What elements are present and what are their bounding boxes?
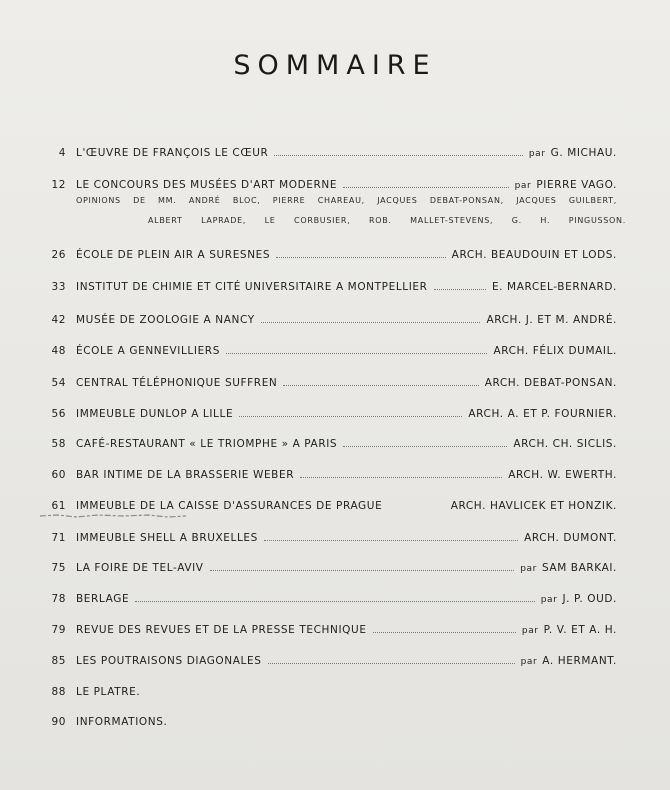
- page-number: 54: [51, 377, 66, 389]
- author-prefix: par: [514, 181, 532, 191]
- entry-title: CAFÉ-RESTAURANT « LE TRIOMPHE » A PARIS: [76, 438, 338, 450]
- toc-entry: [40, 587, 617, 605]
- ink-smudge: [38, 513, 188, 519]
- page-number: 56: [51, 408, 66, 420]
- page-number: 12: [51, 179, 66, 191]
- entry-author: [508, 469, 617, 481]
- entry-title: INSTITUT DE CHIMIE ET CITÉ UNIVERSITAIRE A MONTPELLIER: [76, 281, 428, 293]
- page-number: 60: [51, 469, 66, 481]
- toc-entry: [40, 308, 617, 326]
- author-name: ARCH. W. EWERTH.: [508, 469, 617, 481]
- dot-leader: [210, 570, 515, 571]
- entry-title: IMMEUBLE SHELL A BRUXELLES: [76, 532, 258, 544]
- entry-title: LE CONCOURS DES MUSÉES D'ART MODERNE: [76, 179, 338, 191]
- toc-entry: [40, 494, 617, 512]
- author-prefix: par: [520, 657, 538, 667]
- dot-leader: [276, 257, 446, 258]
- toc-entry: [40, 710, 617, 728]
- entry-title: LE PLATRE.: [76, 686, 141, 698]
- entry-author: [529, 147, 617, 159]
- entry-author: [485, 377, 617, 389]
- entry-title: INFORMATIONS.: [76, 716, 168, 728]
- author-prefix: par: [521, 626, 539, 636]
- toc-entry: [40, 141, 617, 159]
- entry-title: ÉCOLE DE PLEIN AIR A SURESNES: [76, 249, 271, 261]
- author-name: ARCH. DUMONT.: [524, 532, 617, 544]
- dot-leader: [226, 353, 488, 354]
- entry-author: [513, 438, 617, 450]
- page-number: 58: [51, 438, 66, 450]
- page-title: SOMMAIRE: [233, 50, 437, 81]
- author-prefix: par: [528, 149, 546, 159]
- toc-entry: [40, 432, 617, 450]
- dot-leader: [300, 477, 502, 478]
- entry-author: [451, 500, 617, 512]
- entry-title: LES POUTRAISONS DIAGONALES: [76, 655, 262, 667]
- entry-title: BAR INTIME DE LA BRASSERIE WEBER: [76, 469, 295, 481]
- page-number: 88: [51, 686, 66, 698]
- entry-title: MUSÉE DE ZOOLOGIE A NANCY: [76, 314, 255, 326]
- entry-author: [486, 314, 617, 326]
- entry-author: [522, 624, 617, 636]
- entry-subtitle-line: ALBERT LAPRADE, LE CORBUSIER, ROB. MALLET-STEVENS, G. H. PINGUSSON.: [148, 216, 626, 225]
- entry-subtitle-line: OPINIONS DE MM. ANDRÉ BLOC, PIERRE CHAREAU, JACQUES DEBAT-PONSAN, JACQUES GUILBERT,: [76, 196, 617, 205]
- author-name: J. P. OUD.: [562, 593, 617, 605]
- author-name: SAM BARKAI.: [541, 562, 617, 574]
- dot-leader: [343, 187, 508, 188]
- toc-entry: [40, 618, 617, 636]
- author-name: A. HERMANT.: [542, 655, 617, 667]
- author-name: ARCH. BEAUDOUIN ET LODS.: [451, 249, 617, 261]
- page-number: 78: [51, 593, 66, 605]
- entry-title: IMMEUBLE DUNLOP A LILLE: [76, 408, 234, 420]
- dot-leader: [135, 601, 535, 602]
- author-name: P. V. ET A. H.: [543, 624, 617, 636]
- entry-title: LA FOIRE DE TEL-AVIV: [76, 562, 204, 574]
- dot-leader: [373, 632, 516, 633]
- author-name: ARCH. DEBAT-PONSAN.: [484, 377, 617, 389]
- entry-author: [521, 655, 617, 667]
- author-name: ARCH. A. ET P. FOURNIER.: [468, 408, 617, 420]
- entry-author: [541, 593, 617, 605]
- page-number: 85: [51, 655, 66, 667]
- entry-title: L'ŒUVRE DE FRANÇOIS LE CŒUR: [76, 147, 269, 159]
- author-name: G. MICHAU.: [550, 147, 617, 159]
- dot-leader: [264, 540, 518, 541]
- toc-entry: [40, 173, 617, 191]
- page-number: 4: [58, 147, 66, 159]
- entry-author: [468, 408, 617, 420]
- toc-entry: [40, 556, 617, 574]
- page-number: 26: [51, 249, 66, 261]
- page-number: 75: [51, 562, 66, 574]
- dot-leader: [434, 289, 486, 290]
- dot-leader: [268, 663, 515, 664]
- page-number: 33: [51, 281, 66, 293]
- author-name: E. MARCEL-BERNARD.: [491, 281, 617, 293]
- toc-entry: [40, 339, 617, 357]
- page-number: 79: [51, 624, 66, 636]
- author-name: ARCH. HAVLICEK ET HONZIK.: [450, 500, 617, 512]
- toc-entry: [40, 680, 617, 698]
- author-name: ARCH. CH. SICLIS.: [513, 438, 617, 450]
- entry-title: BERLAGE: [76, 593, 130, 605]
- toc-entry: [40, 463, 617, 481]
- entry-author: [524, 532, 617, 544]
- entry-author: [493, 345, 617, 357]
- toc-entry: [40, 275, 617, 293]
- toc-entry: [40, 526, 617, 544]
- dot-leader: [239, 416, 462, 417]
- entry-title: ÉCOLE A GENNEVILLIERS: [76, 345, 220, 357]
- page-number: 61: [51, 500, 66, 512]
- entry-title: REVUE DES REVUES ET DE LA PRESSE TECHNIQUE: [76, 624, 367, 636]
- page-number: 48: [51, 345, 66, 357]
- entry-author: [520, 562, 617, 574]
- toc-entry: [40, 371, 617, 389]
- author-prefix: par: [540, 595, 558, 605]
- author-name: PIERRE VAGO.: [536, 179, 617, 191]
- dot-leader: [274, 155, 522, 156]
- author-prefix: par: [520, 564, 537, 574]
- page-number: 42: [51, 314, 66, 326]
- page-number: 90: [51, 716, 66, 728]
- entry-author: [452, 249, 617, 261]
- entry-title: CENTRAL TÉLÉPHONIQUE SUFFREN: [76, 377, 278, 389]
- entry-title: IMMEUBLE DE LA CAISSE D'ASSURANCES DE PRAGUE: [76, 500, 383, 512]
- toc-entry: [40, 649, 617, 667]
- toc-entry: [40, 243, 617, 261]
- dot-leader: [261, 322, 481, 323]
- entry-author: [515, 179, 617, 191]
- dot-leader: [343, 446, 507, 447]
- entry-author: [492, 281, 617, 293]
- page-number: 71: [51, 532, 66, 544]
- toc-entry: [40, 402, 617, 420]
- author-name: ARCH. FÉLIX DUMAIL.: [493, 345, 617, 357]
- dot-leader: [283, 385, 478, 386]
- author-name: ARCH. J. ET M. ANDRÉ.: [486, 314, 617, 326]
